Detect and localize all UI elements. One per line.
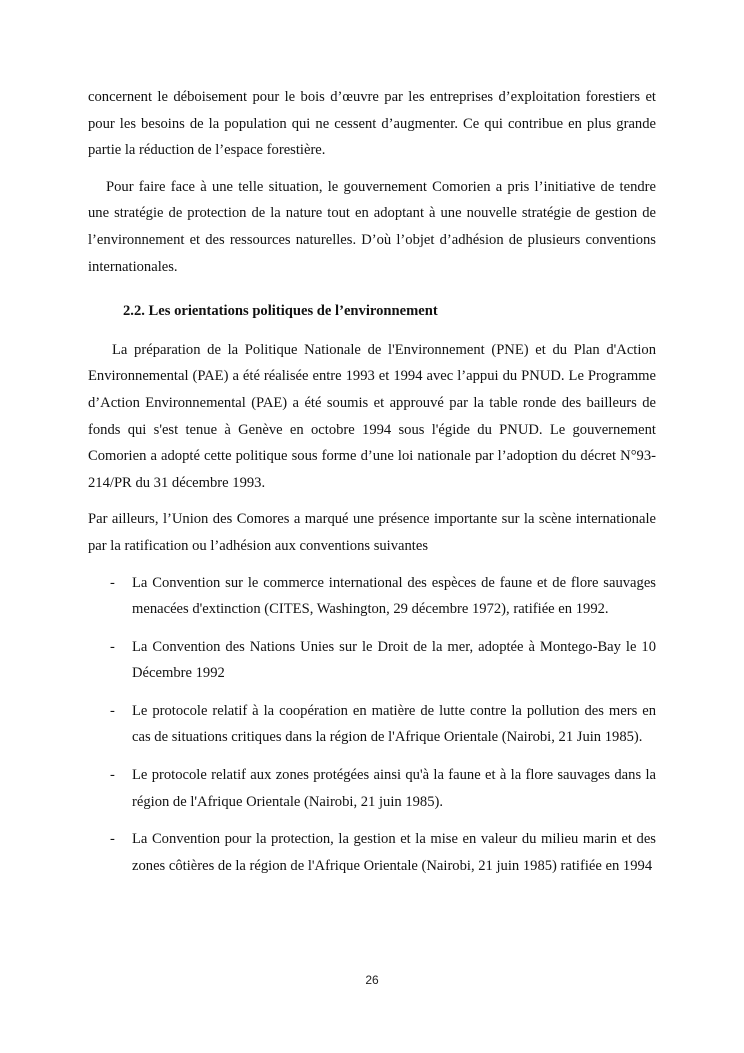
paragraph-deforestation: concernent le déboisement pour le bois d’œuvre par les entreprises d’exploitation forestiers et pour les besoins de la population qui ne cessent d’augmenter. Ce qui contribue en plus grande partie la réduction de l’espace forestière. bbox=[88, 89, 656, 159]
paragraph-conventions-intro: Par ailleurs, l’Union des Comores a marqué une présence importante sur la scène internationale par la ratification ou l’adhésion aux conventions suivantes bbox=[88, 511, 656, 554]
convention-text: La Convention des Nations Unies sur le Droit de la mer, adoptée à Montego-Bay le 10 Décembre 1992 bbox=[132, 638, 656, 682]
convention-text: Le protocole relatif à la coopération en matière de lutte contre la pollution des mers en cas de situations critiques dans la région de l'Afrique Orientale (Nairobi, 21 Juin 1985). bbox=[132, 702, 656, 746]
convention-text: La Convention sur le commerce international des espèces de faune et de flore sauvages menacées d'extinction (CITES, Washington, 29 décembre 1972), ratifiée en 1992. bbox=[132, 574, 656, 618]
list-item bbox=[88, 826, 656, 879]
conventions-list bbox=[88, 570, 656, 880]
list-item bbox=[88, 762, 656, 815]
list-item bbox=[88, 570, 656, 623]
list-bullet: - bbox=[110, 638, 115, 655]
section-heading: 2.2. Les orientations politiques de l’environnement bbox=[123, 303, 438, 320]
list-bullet: - bbox=[110, 831, 115, 848]
list-item bbox=[88, 634, 656, 687]
paragraph-pne-pae: La préparation de la Politique Nationale de l'Environnement (PNE) et du Plan d'Action Environnemental (PAE) a été réalisée entre 1993 et 1994 avec l’appui du PNUD. Le Programme d’Action Environnemental (PAE) a été soumis et approuvé par la table ronde des bailleurs de fonds qui s'est tenue à Genève en octobre 1994 sous l'égide du PNUD. Le gouvernement Comorien a adopté cette politique sous forme d’une loi nationale par l’adoption du décret N°93-214/PR du 31 décembre 1993. bbox=[88, 341, 656, 491]
list-item bbox=[88, 698, 656, 751]
list-bullet: - bbox=[110, 702, 115, 719]
list-bullet: - bbox=[110, 574, 115, 591]
convention-text: La Convention pour la protection, la gestion et la mise en valeur du milieu marin et des zones côtières de la région de l'Afrique Orientale (Nairobi, 21 juin 1985) ratifiée en 1994 bbox=[132, 831, 656, 874]
document-page bbox=[88, 84, 656, 890]
list-bullet: - bbox=[110, 767, 115, 784]
convention-text: Le protocole relatif aux zones protégées ainsi qu'à la faune et à la flore sauvages dans la région de l'Afrique Orientale (Nairobi, 21 juin 1985). bbox=[132, 767, 656, 810]
paragraph-government-strategy: Pour faire face à une telle situation, le gouvernement Comorien a pris l’initiative de tendre une stratégie de protection de la nature tout en adoptant à une nouvelle stratégie de gestion de l’environnement et des ressources naturelles. D’où l’objet d’adhésion de plusieurs conventions internationales. bbox=[88, 178, 656, 275]
page-number: 26 bbox=[365, 973, 379, 987]
